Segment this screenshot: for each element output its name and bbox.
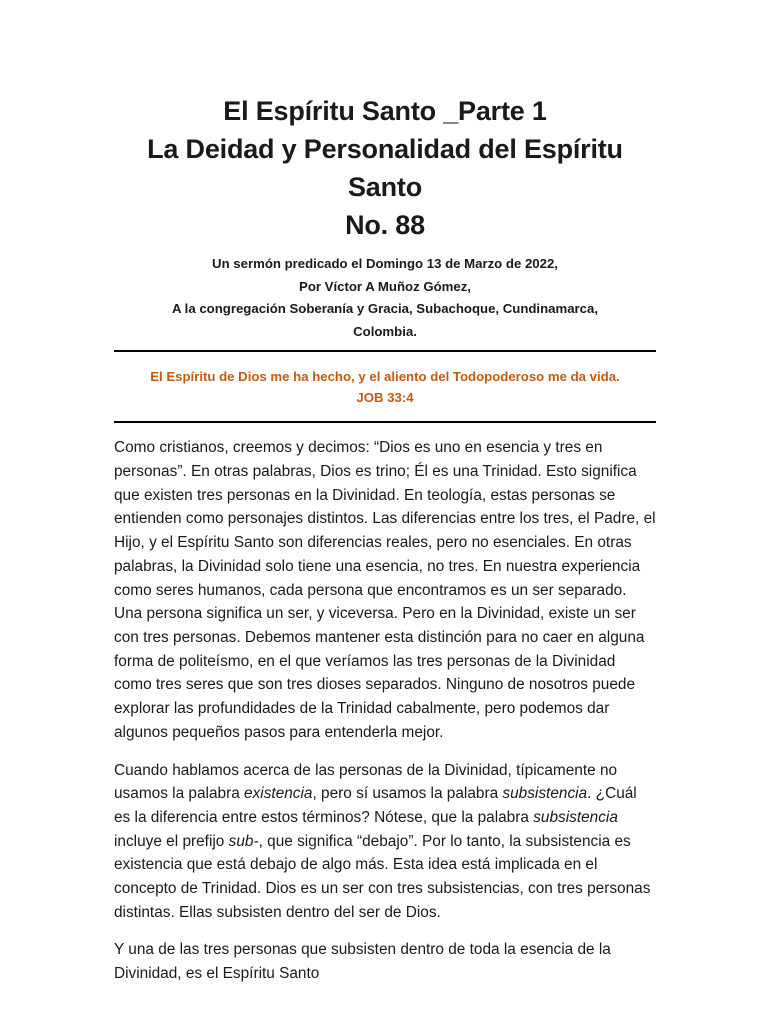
epigraph-reference: JOB 33:4	[356, 390, 414, 406]
sermon-info	[114, 253, 656, 343]
epigraph	[114, 366, 656, 408]
p2-italic-subsistencia: subsistencia	[502, 785, 588, 803]
sermon-country: Colombia.	[353, 323, 417, 339]
sermon-author: Por Víctor A Muñoz Gómez,	[299, 278, 471, 294]
p2-italic-subsistencia-2: subsistencia	[533, 808, 618, 826]
sermon-congregation: A la congregación Soberanía y Gracia, Subachoque, Cundinamarca,	[171, 301, 599, 317]
divider-bottom	[114, 421, 656, 423]
sermon-date: Un sermón predicado el Domingo 13 de Marzo de 2022,	[212, 256, 558, 271]
divider-top	[114, 350, 656, 352]
p2-text-c: , pero sí usamos la palabra	[312, 785, 503, 803]
title-line-2: La Deidad y Personalidad del Espíritu Santo	[147, 134, 623, 202]
paragraph-1: Como cristianos, creemos y decimos: “Dios es uno en esencia y tres en personas”. En otras palabras, Dios es trino; Él es una Trinidad. Esto significa que existen tres personas en la Divinidad. En teología, estas personas se entienden como personajes distintos. Las diferencias entre los tres, el Padre, el Hijo, y el Espíritu Santo son diferencias reales, pero no esenciales. En otras palabras, la Divinidad solo tiene una esencia, no tres. En nuestra experiencia como seres humanos, cada persona que encontramos es un ser separado. Una persona significa un ser, y viceversa. Pero en la Divinidad, existe un ser con tres personas. Debemos mantener esta distinción para no caer en alguna forma de politeísmo, en el que veríamos las tres personas de la Divinidad como tres seres que son tres dioses separados. Ninguno de nosotros puede explorar las profundidades de la Trinidad cabalmente, pero podemos dar algunos pequeños pasos para entenderla mejor.	[114, 439, 656, 741]
paragraph-3: Y una de las tres personas que subsisten dentro de toda la esencia de la Divinidad, es el Espíritu Santo	[114, 941, 611, 983]
p2-text-a: Cuando hablamos acerca de las personas de la Divinidad, típicamente no usamos la palabra	[114, 761, 618, 803]
epigraph-text: El Espíritu de Dios me ha hecho, y el aliento del Todopoderoso me da vida.	[150, 369, 620, 385]
paragraph-2	[114, 759, 656, 925]
document-title	[114, 92, 656, 244]
p2-text-g: incluye el prefijo	[114, 832, 229, 850]
p2-italic-existencia: existencia	[244, 785, 313, 803]
title-line-3: No. 88	[345, 210, 425, 240]
p2-text-i: , que significa “debajo”. Por lo tanto, la subsistencia es existencia que está debajo de algo más. Esta idea está implicada en el concepto de Trinidad. Dios es un ser con tres subsistencias, con tres personas distintas. Ellas subsisten dentro del ser de Dios.	[114, 832, 651, 921]
p2-italic-sub: sub-	[228, 832, 259, 850]
sermon-body	[114, 436, 656, 985]
title-line-1: El Espíritu Santo _Parte 1	[223, 96, 547, 126]
p2-text-e: . ¿Cuál es la diferencia entre estos términos? Nótese, que la palabra	[114, 785, 637, 826]
